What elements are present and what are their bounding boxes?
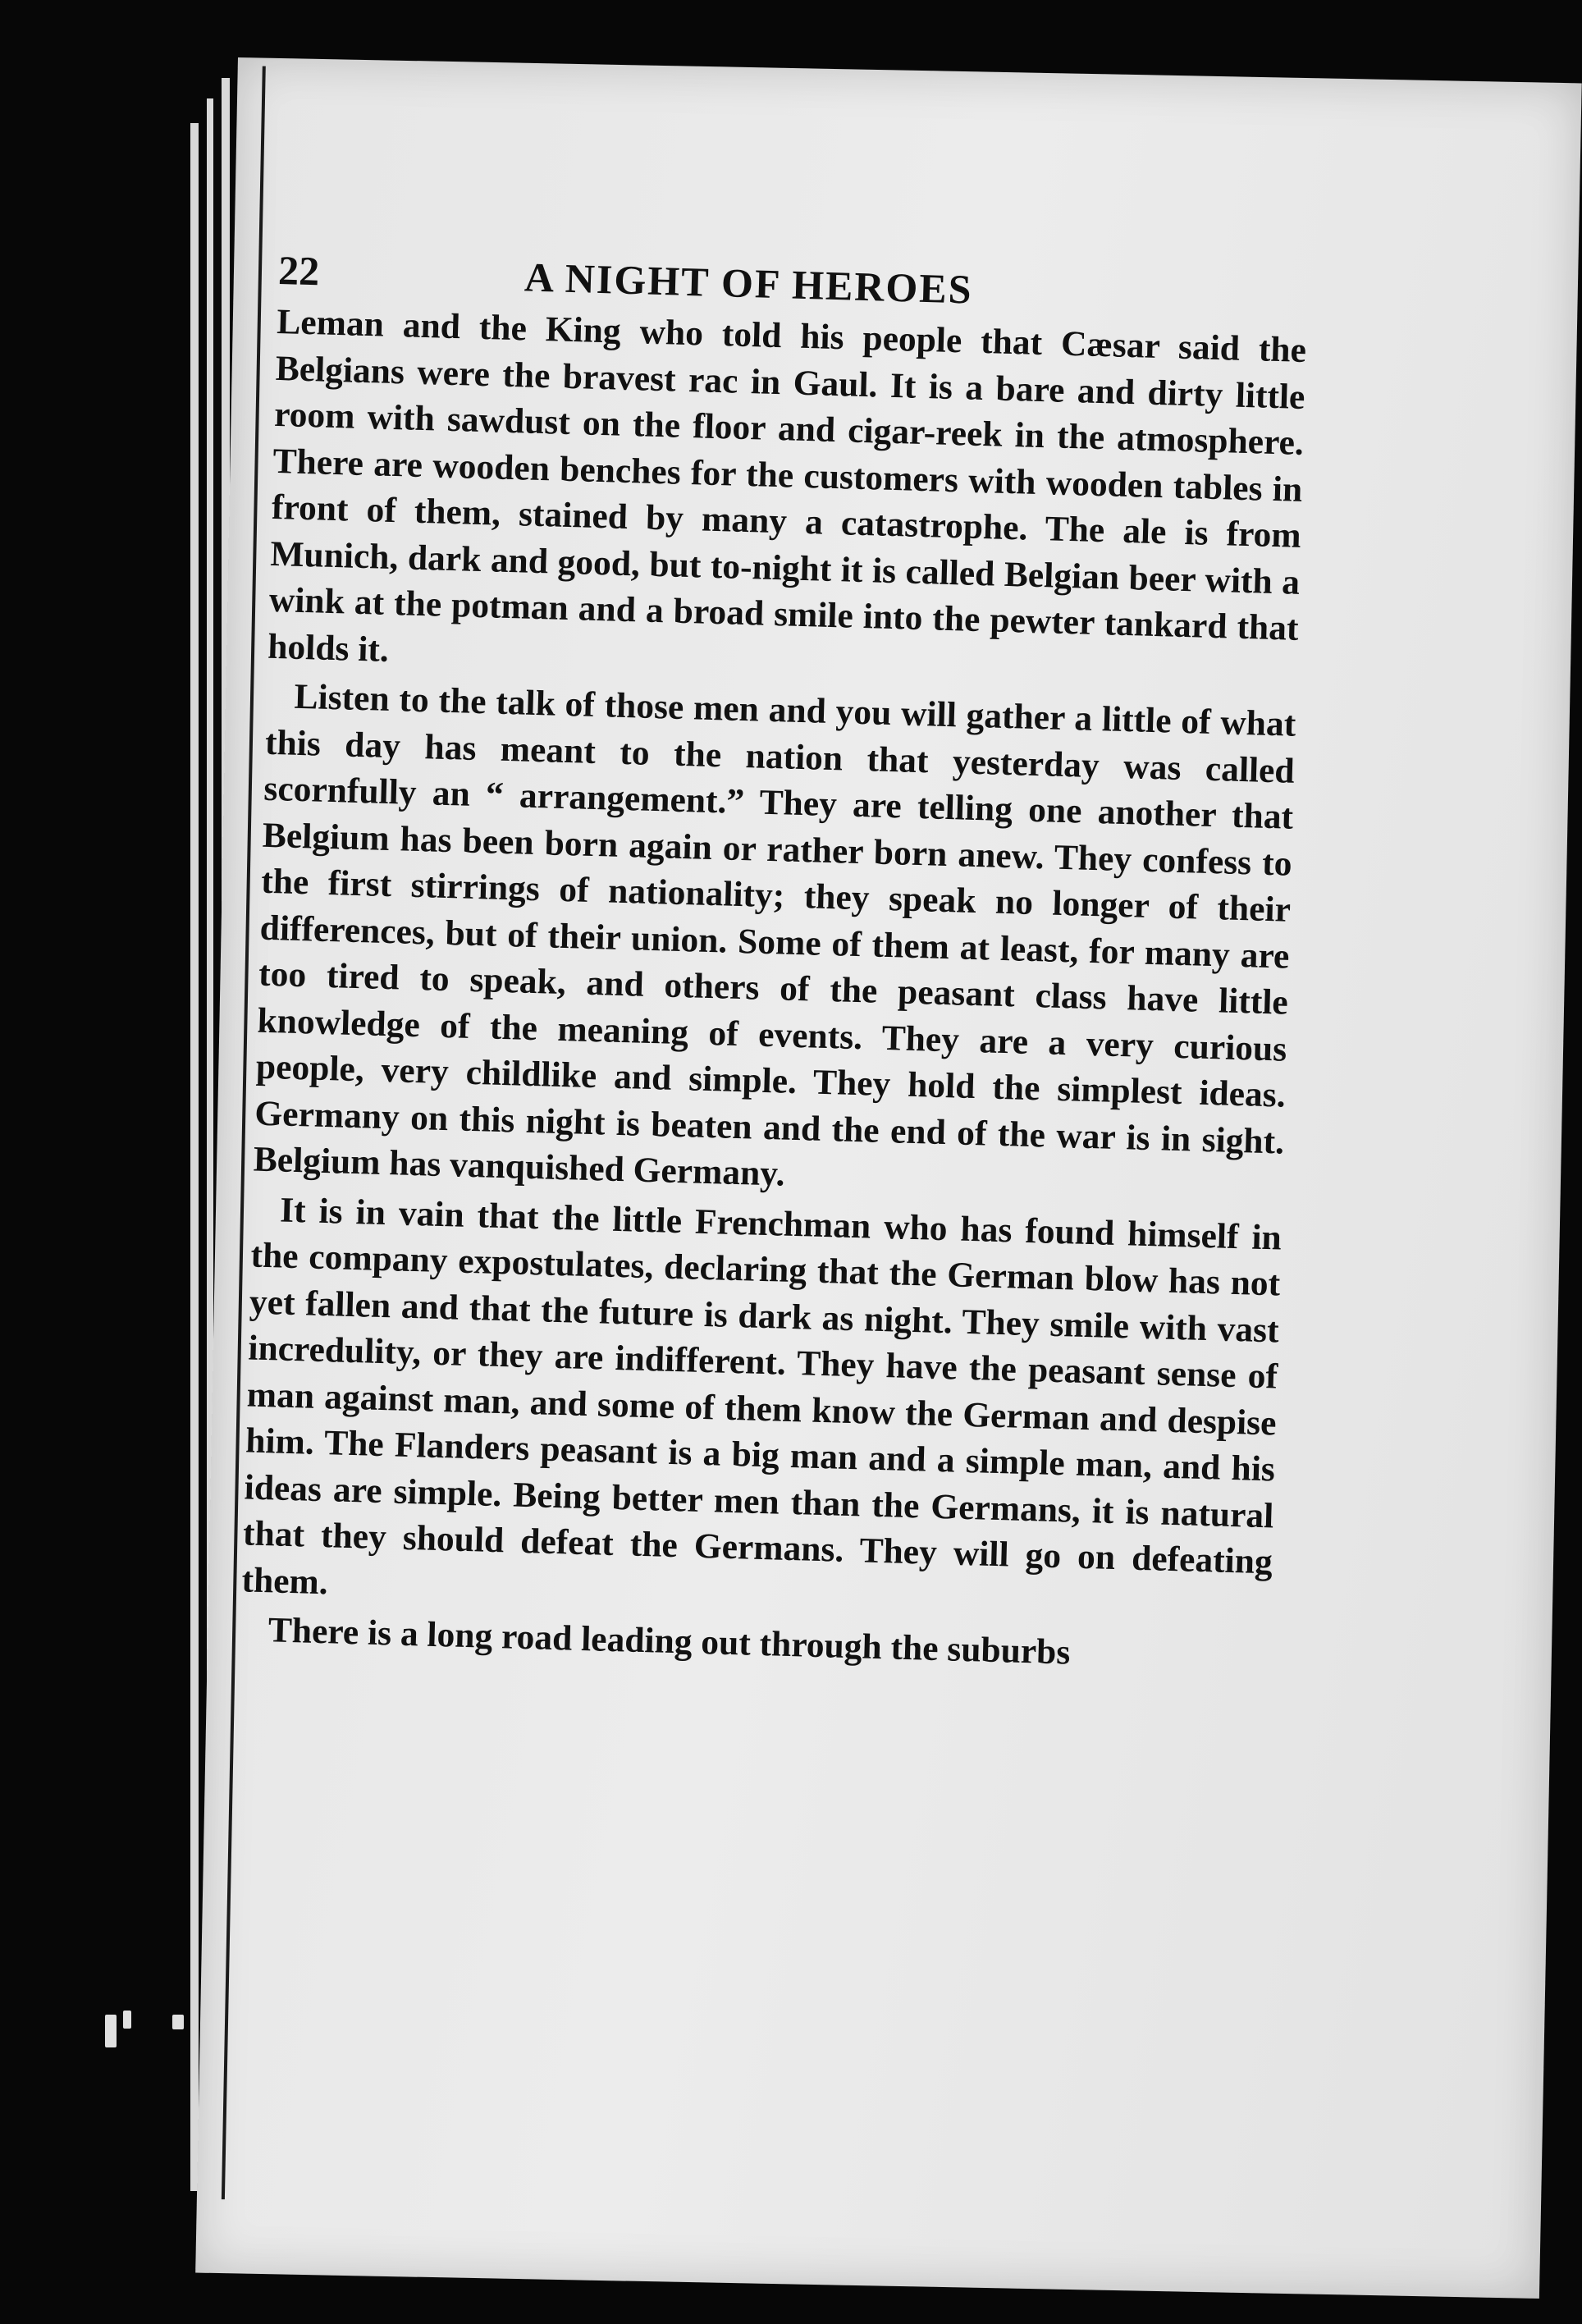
page-text xyxy=(240,246,1308,1681)
paragraph: It is in vain that the little Frenchman who has found himself in the company expostulates, declaring that the German blow has not yet fallen and that the future is dark as night. They smile with vast incredulity, or they are indifferent. They have the peasant sense of man against man, and some of them know the German and despise him. The Flanders peasant is a big man and a simple man, and his ideas are simple. Being better men than the Germans, it is natural that they should defeat the Germans. They will go on defeating them. xyxy=(240,1190,1283,1602)
paragraph: There is a long road leading out through the suburbs xyxy=(267,1610,1071,1672)
scan-artifact xyxy=(105,2015,117,2047)
running-title: A NIGHT OF HEROES xyxy=(524,254,974,313)
paragraph: Listen to the talk of those men and you will gather a little of what this day has meant to the nation that yesterday was called scornfully an “ arrangement.” They are telling one another that Belgium has been born again or rather born anew. They confess to the first stirrings of nationality; they speak no longer of their differences, but of their union. Some of them at least, for many are too tired to speak, and others of the peasant class have little knowledge of the meaning of events. They are a very curious people, very childlike and simple. They hold the simplest ideas. Germany on this night is beaten and the end of the war is in sight. Belgium has vanquished Germany. xyxy=(253,676,1296,1194)
page-number: 22 xyxy=(277,246,320,295)
paragraph: Leman and the King who told his people that Cæsar said the Belgians were the bravest rac in Gaul. It is a bare and dirty little room with sawdust on the floor and cigar-reek in the atmosphere. There are wooden benches for the customers with wooden tables in front of them, stained by many a catastrophe. The ale is from Munich, dark and good, but to-night it is called Belgian beer with a wink at the potman and a broad smile into the pewter tankard that holds it. xyxy=(267,301,1307,670)
page-edge xyxy=(190,123,199,2191)
scan-artifact xyxy=(123,2011,131,2029)
scan-artifact xyxy=(172,2015,184,2029)
